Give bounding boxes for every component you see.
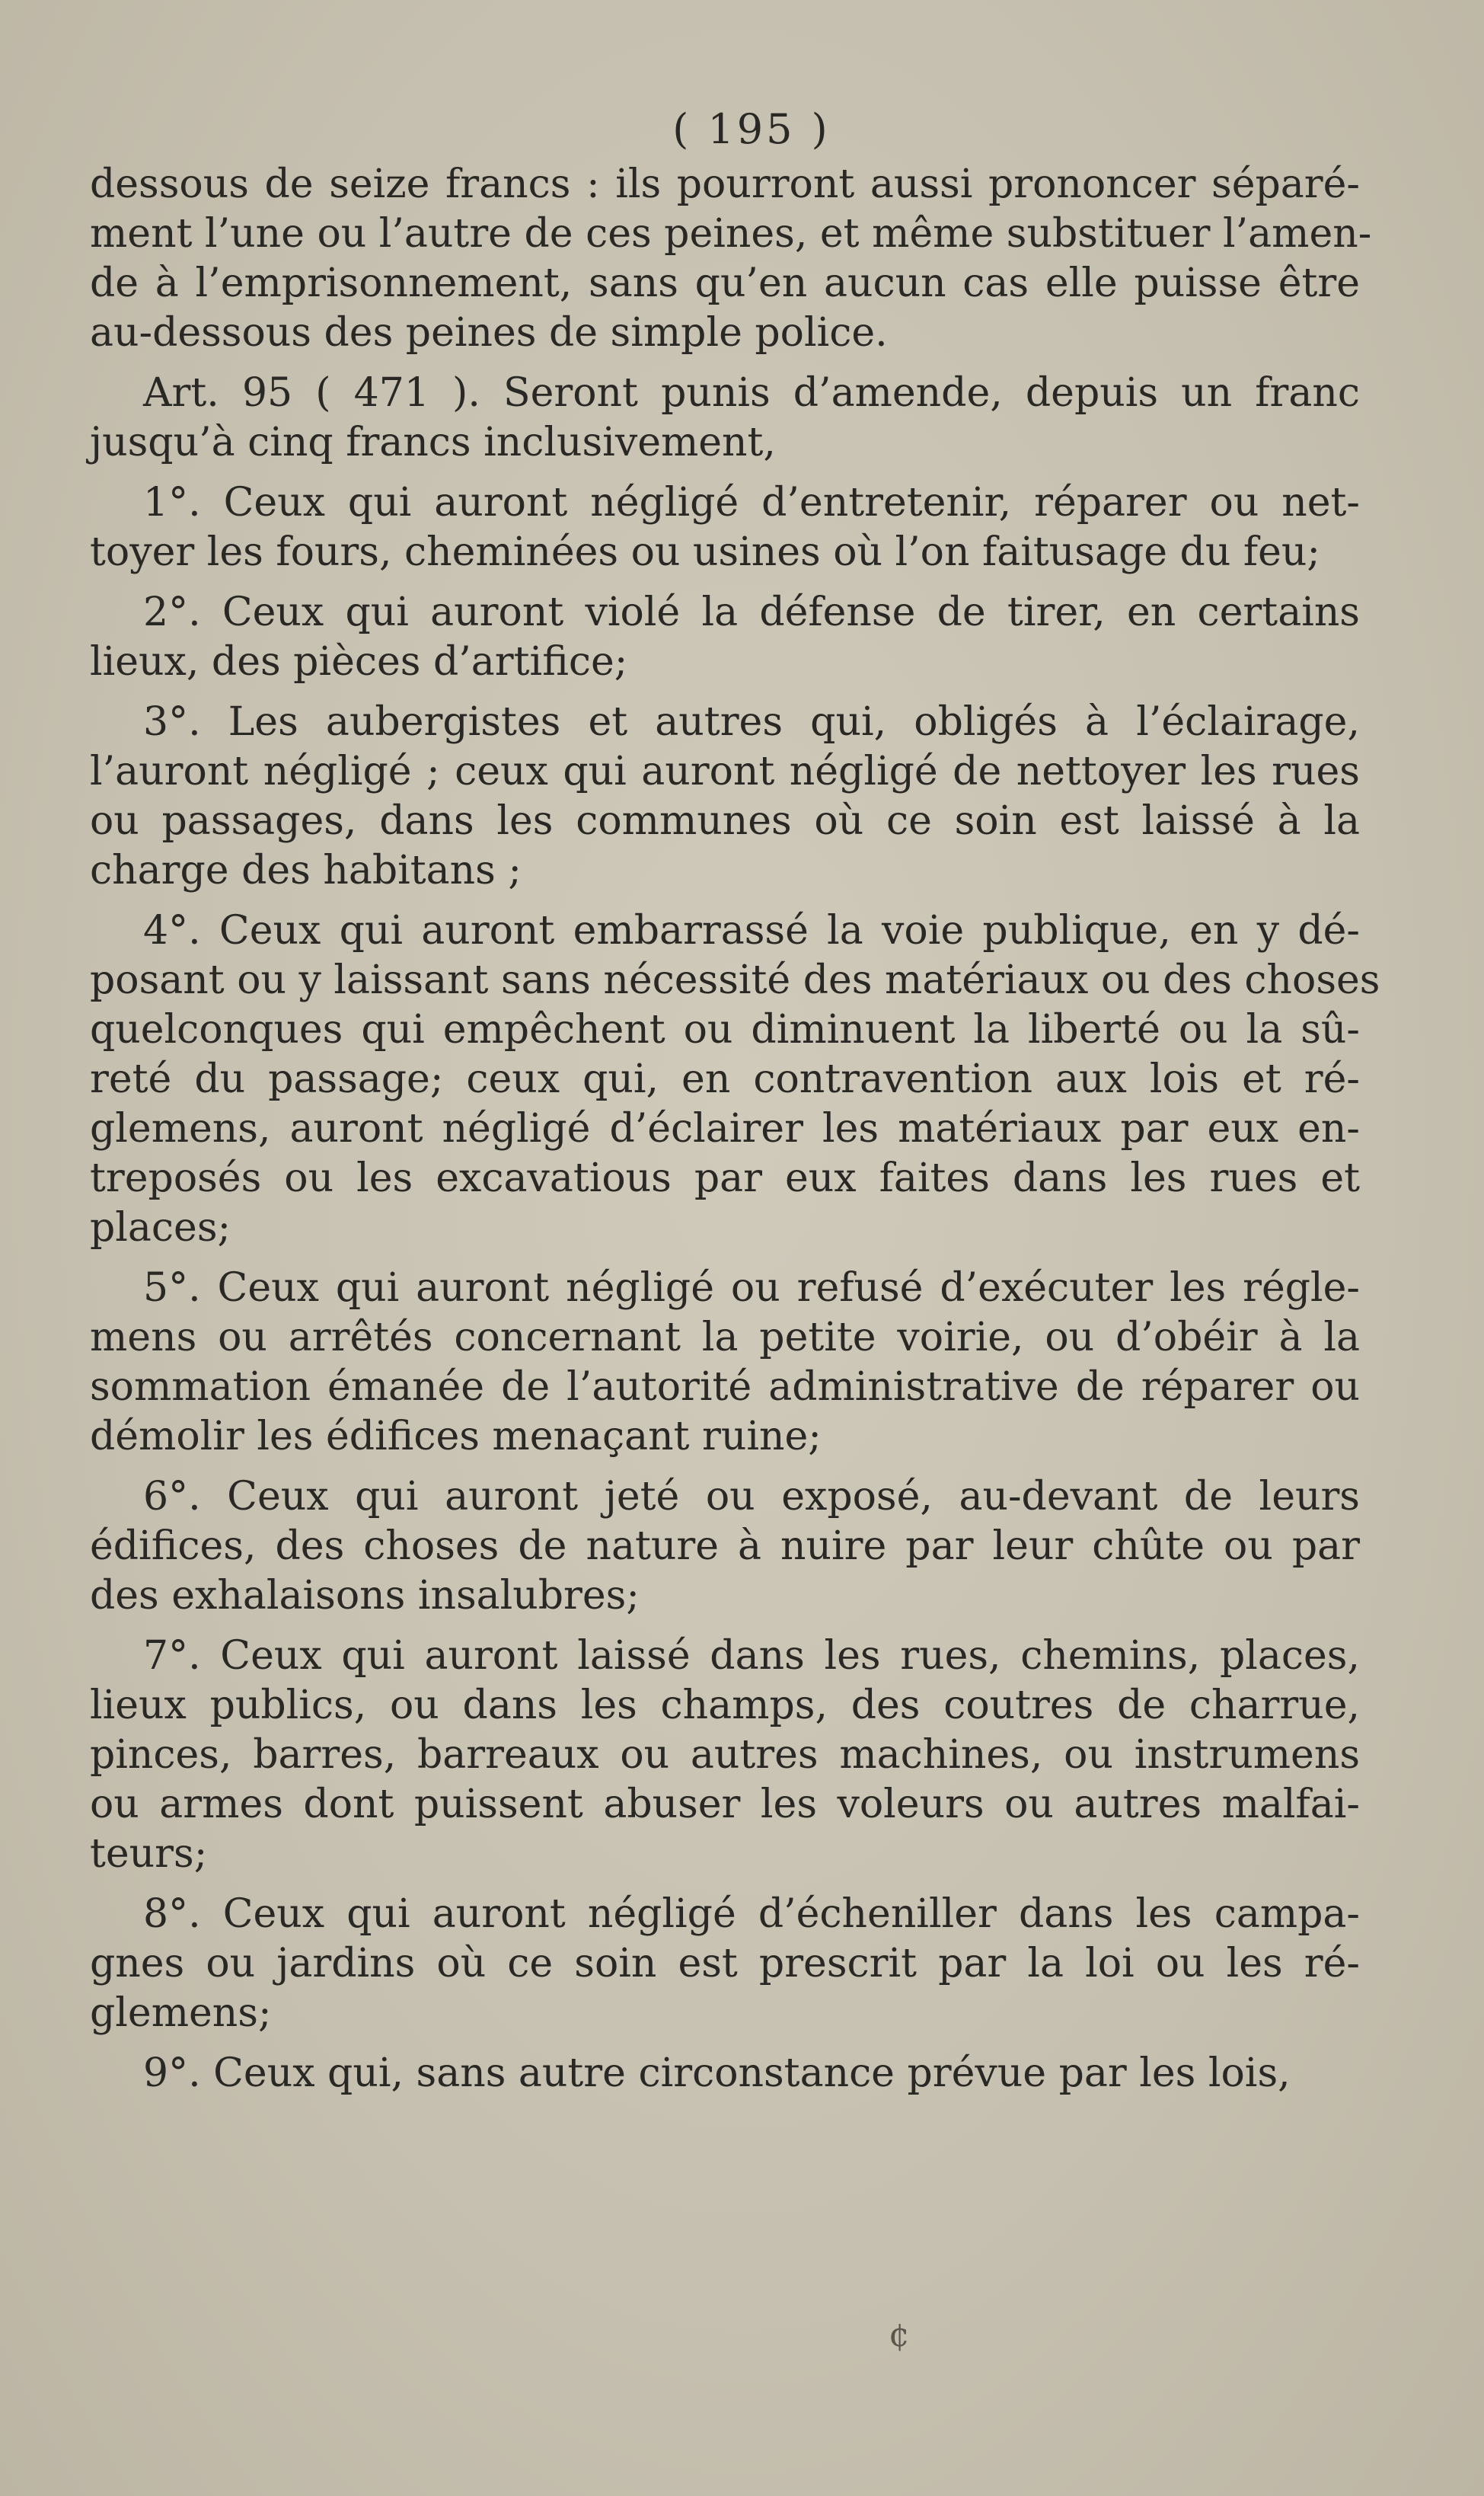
- text-line: glemens;: [90, 1990, 272, 2036]
- text-line: l’auront négligé ; ceux qui auront négligé de nettoyer les rues: [90, 749, 1360, 794]
- body-text: [90, 160, 1380, 2098]
- text-line: gnes ou jardins où ce soin est prescrit par la loi ou les ré-: [90, 1941, 1360, 1986]
- text-line: Art. 95 ( 471 ). Seront punis d’amende, depuis un franc: [143, 370, 1360, 416]
- text-line: au-dessous des peines de simple police.: [90, 310, 888, 356]
- text-line: lieux publics, ou dans les champs, des coutres de charrue,: [90, 1683, 1360, 1728]
- text-line: posant ou y laissant sans nécessité des matériaux ou des choses: [90, 957, 1380, 1003]
- text-line: 4°. Ceux qui auront embarrassé la voie publique, en y dé-: [143, 908, 1360, 954]
- text-line: toyer les fours, cheminées ou usines où l’on faitusage du feu;: [90, 529, 1320, 575]
- paragraph: [90, 698, 1360, 896]
- text-line: teurs;: [90, 1831, 208, 1877]
- text-line: 5°. Ceux qui auront négligé ou refusé d’exécuter les régle-: [143, 1265, 1360, 1311]
- printer-mark: ¢: [889, 2315, 910, 2354]
- text-line: quelconques qui empêchent ou diminuent la liberté ou la sû-: [90, 1007, 1360, 1053]
- paragraph: [90, 1472, 1360, 1621]
- text-line: 6°. Ceux qui auront jeté ou exposé, au-devant de leurs: [143, 1474, 1360, 1520]
- text-line: glemens, auront négligé d’éclairer les matériaux par eux en-: [90, 1106, 1360, 1152]
- text-line: 8°. Ceux qui auront négligé d’écheniller dans les campa-: [143, 1891, 1360, 1937]
- text-line: dessous de seize francs : ils pourront aussi prononcer séparé-: [90, 161, 1360, 207]
- paragraph: [90, 478, 1360, 577]
- paragraph: [90, 369, 1360, 468]
- text-line: 9°. Ceux qui, sans autre circonstance prévue par les lois,: [143, 2050, 1291, 2096]
- paragraph: [90, 1264, 1360, 1462]
- text-line: 3°. Les aubergistes et autres qui, obligés à l’éclairage,: [143, 699, 1360, 745]
- text-line: sommation émanée de l’autorité administrative de réparer ou: [90, 1364, 1360, 1410]
- text-line: démolir les édifices menaçant ruine;: [90, 1414, 822, 1459]
- text-line: des exhalaisons insalubres;: [90, 1573, 640, 1619]
- text-line: 1°. Ceux qui auront négligé d’entretenir, réparer ou net-: [143, 480, 1360, 526]
- book-page: [90, 99, 1380, 2109]
- paragraph: [90, 1632, 1360, 1879]
- paragraph: [90, 1890, 1360, 2038]
- page-number: ( 195 ): [672, 105, 831, 153]
- text-line: de à l’emprisonnement, sans qu’en aucun cas elle puisse être: [90, 260, 1360, 306]
- paragraph: [90, 906, 1380, 1253]
- text-line: 7°. Ceux qui auront laissé dans les rues, chemins, places,: [143, 1633, 1360, 1679]
- text-line: places;: [90, 1205, 231, 1251]
- text-line: ment l’une ou l’autre de ces peines, et même substituer l’amen-: [90, 211, 1372, 257]
- text-line: jusqu’à cinq francs inclusivement,: [90, 420, 776, 465]
- text-line: reté du passage; ceux qui, en contravention aux lois et ré-: [90, 1056, 1360, 1102]
- paragraph: [90, 160, 1372, 358]
- text-line: treposés ou les excavatious par eux faites dans les rues et: [90, 1155, 1360, 1201]
- text-line: lieux, des pièces d’artifice;: [90, 639, 628, 685]
- text-line: mens ou arrêtés concernant la petite voirie, ou d’obéir à la: [90, 1315, 1360, 1360]
- text-line: 2°. Ceux qui auront violé la défense de tirer, en certains: [143, 590, 1360, 635]
- paragraph: [90, 2049, 1360, 2098]
- paragraph: [90, 588, 1360, 687]
- text-line: édifices, des choses de nature à nuire par leur chûte ou par: [90, 1523, 1360, 1569]
- text-line: ou passages, dans les communes où ce soin est laissé à la: [90, 798, 1360, 844]
- text-line: ou armes dont puissent abuser les voleurs ou autres malfai-: [90, 1782, 1360, 1827]
- text-line: pinces, barres, barreaux ou autres machines, ou instrumens: [90, 1732, 1360, 1778]
- text-line: charge des habitans ;: [90, 848, 522, 893]
